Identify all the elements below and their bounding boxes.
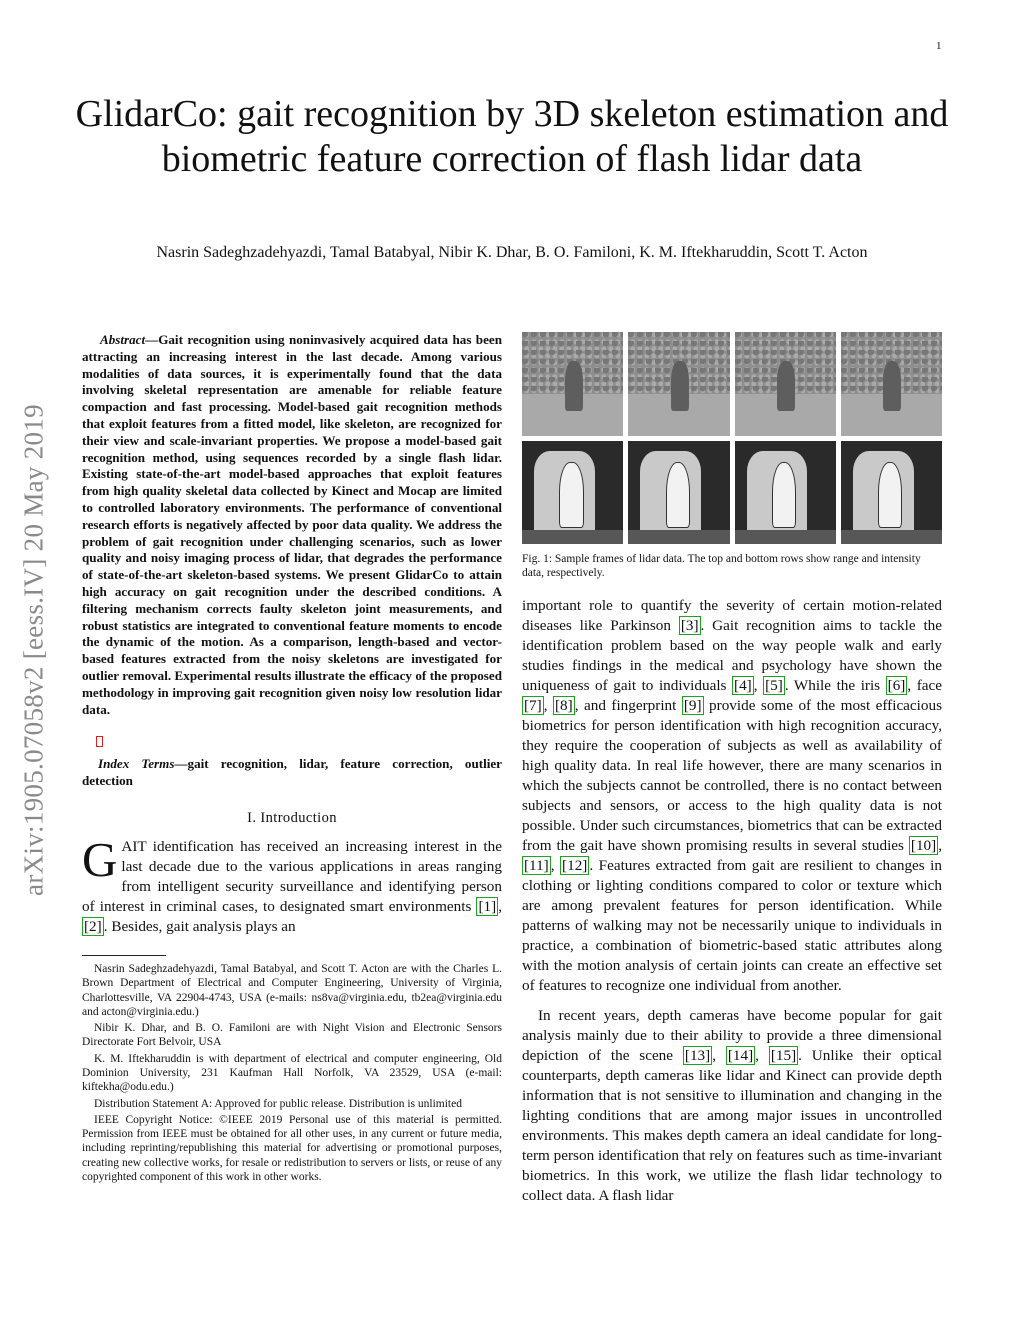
footnote: Nasrin Sadeghzadehyazdi, Tamal Batabyal, and Scott T. Acton are with the Charles L. Brown Department of Electrical and Computer Engineering, University of Virginia, Charlottesville, VA 22904-4743, USA (e-mails: ns8va@virginia.edu, tb2ea@virginia.edu and acton@virginia.edu.) xyxy=(82,962,502,1018)
citation-link[interactable]: [2] xyxy=(84,917,102,935)
body-text: , xyxy=(755,1047,769,1064)
footnote: Distribution Statement A: Approved for public release. Distribution is unlimited xyxy=(94,1097,462,1110)
arxiv-id: arXiv:1905.07058v2 [eess.IV] 20 May 2019 xyxy=(18,404,49,896)
abstract-text: —Gait recognition using noninvasively acquired data has been attracting an increasing interest in the last decade. Among various modalities of data sources, it is experimentally found that the data involving skeletal representation are amenable for reliable feature compaction and fast processing. Model-based gait recognition methods that exploit features from a fitted model, like skeleton, are recognized for their view and scale-invariant properties. We propose a model-based gait recognition method, using sequences recorded by a single flash lidar. Existing state-of-the-art model-based approaches that exploit features from high quality skeletal data collected by Kinect and Mocap are limited to controlled laboratory environments. The performance of conventional research efforts is negatively affected by poor data quality. We address the problem of gait recognition under challenging scenarios, such as lower quality and noisy imaging process of lidar, that degrades the performance of state-of-the-art skeleton-based systems. We present GlidarCo to attain high accuracy on gait recognition under the described conditions. A filtering mechanism corrects faulty skeleton joint measurements, and robust statistics are integrated to conventional feature moments to encode the dynamic of the motion. As a comparison, length-based and vector-based features extracted from the noisy skeletons are investigated for outlier removal. Experimental results illustrate the efficacy of the proposed methodology in improving gait recognition given noisy low resolution lidar data. xyxy=(82,332,502,717)
citation-link[interactable]: [4] xyxy=(734,677,752,694)
body-paragraph xyxy=(522,596,942,996)
citation-link[interactable]: [7] xyxy=(524,697,542,714)
body-text: , xyxy=(753,677,764,694)
body-text: . Gait recognition aims to tackle the identification problem based on the way people walk and early studies findings in the medical and psychology have shown the uniqueness of gait to individuals xyxy=(522,617,942,694)
body-text: . Features extracted from gait are resilient to changes in clothing or lighting conditions compared to color or texture which are among prevalent features for person identification. While patterns of walking may not be necessarily unique to individuals in practice, a combination of biometric-based static attributes along with the motion analysis of certain joints can create an effective set of features to recognize one individual from another. xyxy=(522,857,942,994)
body-text: . Unlike their optical counterparts, depth cameras like lidar and Kinect can provide depth information that is not sensitive to illumination and changing in the lighting conditions that are among major issues in uncontrolled environments. This makes depth camera an ideal candidate for long-term person identification that rely on features such as time-invariant biometrics. In this work, we utilize the flash lidar technology to collect data. A flash lidar xyxy=(522,1047,943,1204)
citation-link[interactable]: [13] xyxy=(684,1047,711,1064)
footnote-rule xyxy=(82,955,166,956)
index-terms-lead: Index Terms xyxy=(98,756,175,772)
body-text: , xyxy=(712,1047,726,1064)
citation-link[interactable]: [11] xyxy=(524,857,549,874)
citation-link[interactable]: [14] xyxy=(727,1047,754,1064)
footnote: Nibir K. Dhar, and B. O. Familoni are with Night Vision and Electronic Sensors Directorate Fort Belvoir, USA xyxy=(82,1022,502,1049)
intro-text: . Besides, gait analysis plays an xyxy=(103,917,296,935)
footnote: IEEE Copyright Notice: ©IEEE 2019 Personal use of this material is permitted. Permission from IEEE must be obtained for all other uses, in any current or future media, including reprinting/republishing this material for advertising or promotional purposes, creating new collective works, for resale or redistribution to servers or lists, or reuse of any copyrighted component of this work in other works. xyxy=(82,1113,502,1184)
intensity-frame xyxy=(522,441,623,545)
citation-link[interactable]: [8] xyxy=(555,697,573,714)
citation-link[interactable]: [9] xyxy=(683,697,702,714)
paper-title: GlidarCo: gait recognition by 3D skeleton estimation and biometric feature correction of flash lidar data xyxy=(75,93,949,180)
lidar-figure xyxy=(522,332,942,544)
figure-caption: Fig. 1: Sample frames of lidar data. The top and bottom rows show range and intensity data, respectively. xyxy=(522,553,921,579)
body-text: important role to quantify the severity of certain motion-related diseases like Parkinson xyxy=(522,597,942,634)
citation-link[interactable]: [10] xyxy=(910,837,937,854)
abstract-lead: Abstract xyxy=(100,332,146,347)
range-frame xyxy=(841,332,942,436)
left-column xyxy=(82,332,502,1186)
intro-paragraph xyxy=(82,831,502,937)
body-text: , xyxy=(550,857,561,874)
right-column xyxy=(522,332,942,1206)
body-text: , and fingerprint xyxy=(574,697,682,714)
intro-text: , xyxy=(498,897,502,915)
citation-link[interactable]: [6] xyxy=(887,677,906,694)
citation-link[interactable]: [5] xyxy=(765,677,783,694)
citation-link[interactable]: [15] xyxy=(770,1047,797,1064)
body-paragraph xyxy=(522,1006,942,1206)
citation-link[interactable]: [1] xyxy=(478,897,497,915)
drop-cap: G xyxy=(82,831,118,887)
body-text: . While the iris xyxy=(784,677,886,694)
body-text: provide some of the most efficacious biometrics for person identification with high recognition accuracy, they require the cooperation of subjects as well as availability of high quality data. In real life however, there are many scenarios in which the subjects cannot be controlled, there is no contact between subjects and sensors, or access to the high quality data is not possible. Under such circumstances, biometrics that can be extracted from the gait have shown promising results in several studies xyxy=(522,697,942,854)
abstract xyxy=(82,332,502,718)
intensity-frame xyxy=(735,441,836,545)
body-text: In recent years, depth cameras have become popular for gait analysis mainly due to their ability to provide a three dimensional depiction of the scene xyxy=(522,1007,942,1064)
body-text: , face xyxy=(907,677,943,694)
range-frame xyxy=(522,332,623,436)
citation-link[interactable]: [3] xyxy=(680,617,699,634)
range-frame xyxy=(628,332,729,436)
intensity-frame xyxy=(628,441,729,545)
author-list: Nasrin Sadeghzadehyazdi, Tamal Batabyal, Nibir K. Dhar, B. O. Familoni, K. M. Iftekharuddin, Scott T. Acton xyxy=(156,244,868,261)
index-terms-text: —gait recognition, lidar, feature correction, outlier detection xyxy=(82,756,502,789)
annotation-marker xyxy=(96,736,103,747)
citation-link[interactable]: [12] xyxy=(562,857,588,874)
range-frame xyxy=(735,332,836,436)
body-text: , xyxy=(938,837,942,854)
index-terms xyxy=(82,756,502,790)
section-heading: I. Introduction xyxy=(247,809,337,826)
arxiv-sidebar xyxy=(14,330,54,970)
intensity-frame xyxy=(841,441,942,545)
page-number: 1 xyxy=(936,40,942,52)
body-text: , xyxy=(543,697,553,714)
footnote: K. M. Iftekharuddin is with department of electrical and computer engineering, Old Dominion University, 231 Kaufman Hall Norfolk, VA 23529, USA (e-mail: kiftekha@odu.edu.) xyxy=(82,1052,502,1094)
intro-text: AIT identification has received an increasing interest in the last decade due to the various applications in areas ranging from intelligent security surveillance and identifying person of interest in criminal cases, to designated smart environments xyxy=(82,837,502,915)
